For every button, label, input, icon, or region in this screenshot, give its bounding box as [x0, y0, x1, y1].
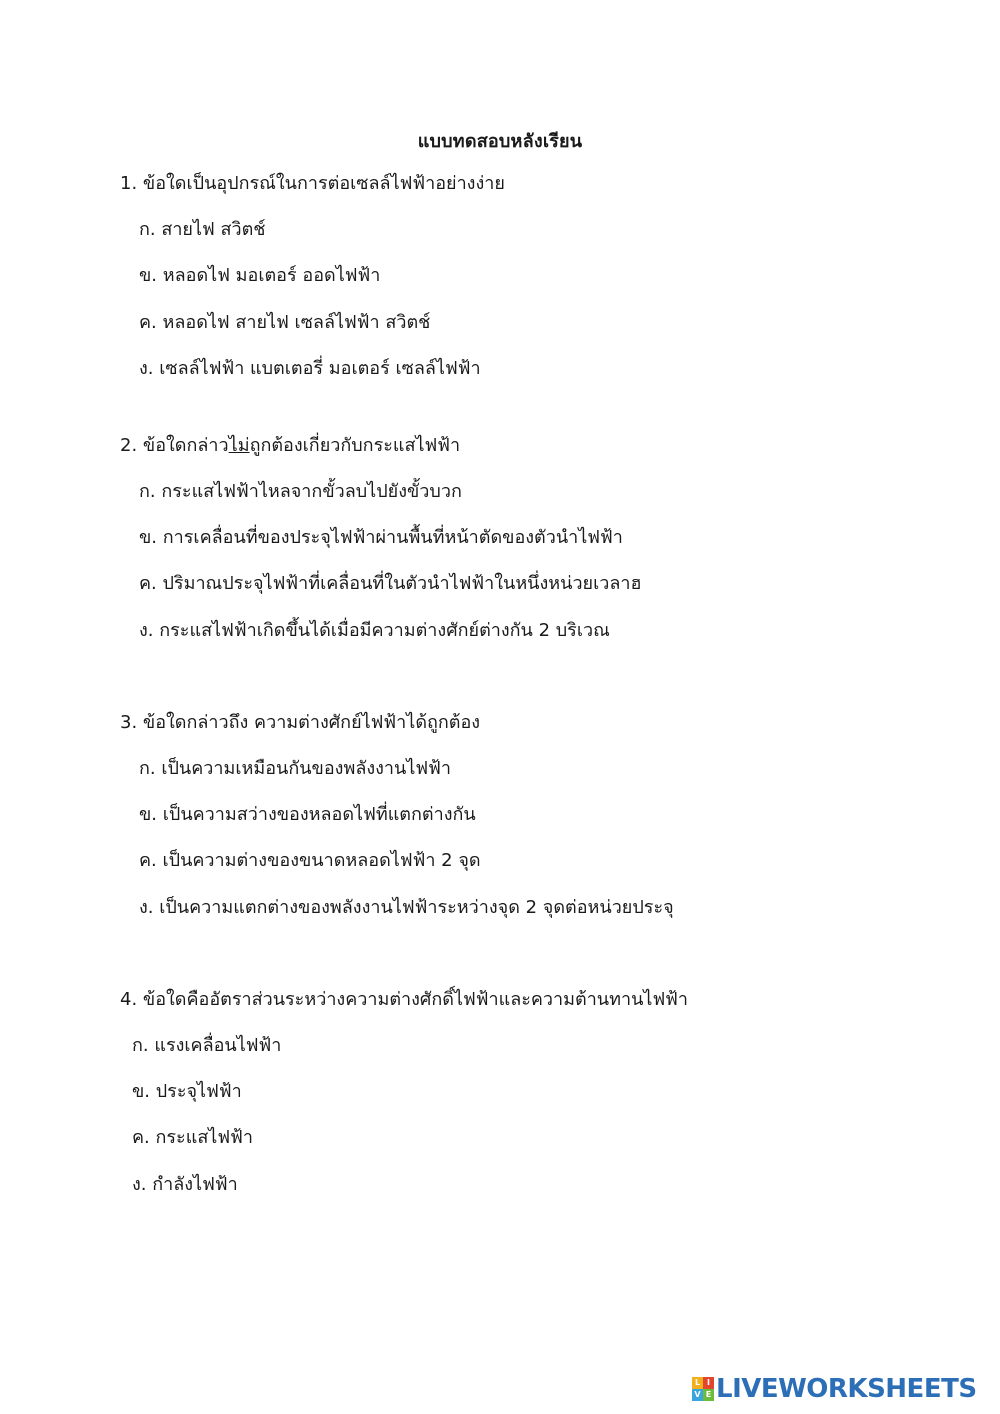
- question-4-option-b[interactable]: ข. ประจุไฟฟ้า: [132, 1081, 242, 1102]
- question-1-option-c[interactable]: ค. หลอดไฟ สายไฟ เซลล์ไฟฟ้า สวิตช์: [139, 312, 431, 333]
- question-4-option-c[interactable]: ค. กระแสไฟฟ้า: [132, 1127, 253, 1148]
- question-3-option-d[interactable]: ง. เป็นความแตกต่างของพลังงานไฟฟ้าระหว่างจุด 2 จุดต่อหน่วยประจุ: [139, 897, 674, 918]
- liveworksheets-logo: [692, 1374, 977, 1404]
- question-4: 4. ข้อใดคืออัตราส่วนระหว่างความต่างศักดิ์ไฟฟ้าและความต้านทานไฟฟ้า: [120, 989, 689, 1010]
- question-2: [120, 434, 460, 458]
- liveworksheets-logo-text: LIVEWORKSHEETS: [716, 1374, 977, 1404]
- page-title: แบบทดสอบหลังเรียน: [417, 131, 583, 152]
- question-1-option-d[interactable]: ง. เซลล์ไฟฟ้า แบตเตอรี่ มอเตอร์ เซลล์ไฟฟ้า: [139, 358, 481, 379]
- question-2-option-a[interactable]: ก. กระแสไฟฟ้าไหลจากขั้วลบไปยังขั้วบวก: [139, 481, 462, 502]
- question-2-option-d[interactable]: ง. กระแสไฟฟ้าเกิดขึ้นได้เมื่อมีความต่างศักย์ต่างกัน 2 บริเวณ: [139, 620, 610, 641]
- question-3-option-c[interactable]: ค. เป็นความต่างของขนาดหลอดไฟฟ้า 2 จุด: [139, 850, 481, 871]
- question-1-option-a[interactable]: ก. สายไฟ สวิตช์: [139, 219, 266, 240]
- question-4-option-d[interactable]: ง. กำลังไฟฟ้า: [132, 1174, 238, 1195]
- question-2-suffix: ถูกต้องเกี่ยวกับกระแสไฟฟ้า: [249, 435, 461, 456]
- question-2-option-b[interactable]: ข. การเคลื่อนที่ของประจุไฟฟ้าผ่านพื้นที่หน้าตัดของตัวนำไฟฟ้า: [139, 527, 623, 548]
- question-1: 1. ข้อใดเป็นอุปกรณ์ในการต่อเซลล์ไฟฟ้าอย่างง่าย: [120, 173, 505, 194]
- question-3-option-b[interactable]: ข. เป็นความสว่างของหลอดไฟที่แตกต่างกัน: [139, 804, 476, 825]
- question-3-option-a[interactable]: ก. เป็นความเหมือนกันของพลังงานไฟฟ้า: [139, 758, 451, 779]
- question-2-prefix: 2. ข้อใดกล่าว: [120, 435, 229, 456]
- logo-letter-l: L: [692, 1377, 703, 1389]
- question-3: 3. ข้อใดกล่าวถึง ความต่างศักย์ไฟฟ้าได้ถูกต้อง: [120, 712, 481, 733]
- liveworksheets-logo-icon: [692, 1377, 714, 1401]
- question-1-option-b[interactable]: ข. หลอดไฟ มอเตอร์ ออดไฟฟ้า: [139, 265, 381, 286]
- logo-letter-v: V: [692, 1389, 703, 1401]
- question-2-option-c[interactable]: ค. ปริมาณประจุไฟฟ้าที่เคลื่อนที่ในตัวนำไฟฟ้าในหนึ่งหน่วยเวลาฮ: [139, 573, 642, 594]
- logo-letter-e: E: [703, 1389, 714, 1401]
- question-2-underlined-word: ไม่: [228, 435, 250, 456]
- logo-letter-i: I: [703, 1377, 714, 1389]
- question-4-option-a[interactable]: ก. แรงเคลื่อนไฟฟ้า: [132, 1035, 282, 1056]
